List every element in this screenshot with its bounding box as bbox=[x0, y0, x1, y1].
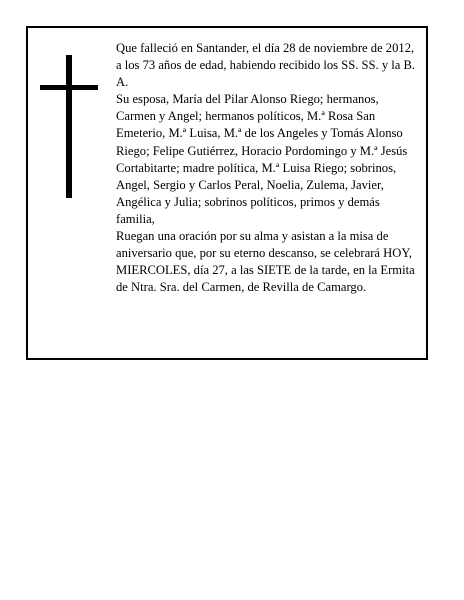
death-announcement-paragraph: Que falleció en Santander, el día 28 de noviembre de 2012, a los 73 años de edad, habiendo recibido los SS. SS. y la B. A. bbox=[116, 41, 416, 90]
cross-icon bbox=[40, 55, 98, 198]
obituary-notice bbox=[26, 26, 428, 360]
cross-vertical-bar bbox=[66, 55, 72, 198]
notice-body bbox=[116, 40, 421, 296]
family-list-paragraph: Su esposa, María del Pilar Alonso Riego; hermanos, Carmen y Angel; hermanos políticos, M.ª Rosa San Emeterio, M.ª Luisa, M.ª de los Angeles y Tomás Alonso Riego; Felipe Gutiérrez, Horacio Pordomingo y M.ª Jesús Cortabitarte; madre política, M.ª Luisa Riego; sobrinos, Angel, Sergio y Carlos Peral, Noelia, Zulema, Javier, Angélica y Julia; sobrinos políticos, primos y demás familia, bbox=[116, 92, 408, 226]
mass-invitation-paragraph: Ruegan una oración por su alma y asistan a la misa de aniversario que, por su eterno descanso, se celebrará HOY, MIERCOLES, día 27, a las SIETE de la tarde, en la Ermita de Ntra. Sra. del Carmen, de Revilla de Camargo. bbox=[116, 229, 415, 295]
cross-horizontal-bar bbox=[40, 85, 98, 90]
